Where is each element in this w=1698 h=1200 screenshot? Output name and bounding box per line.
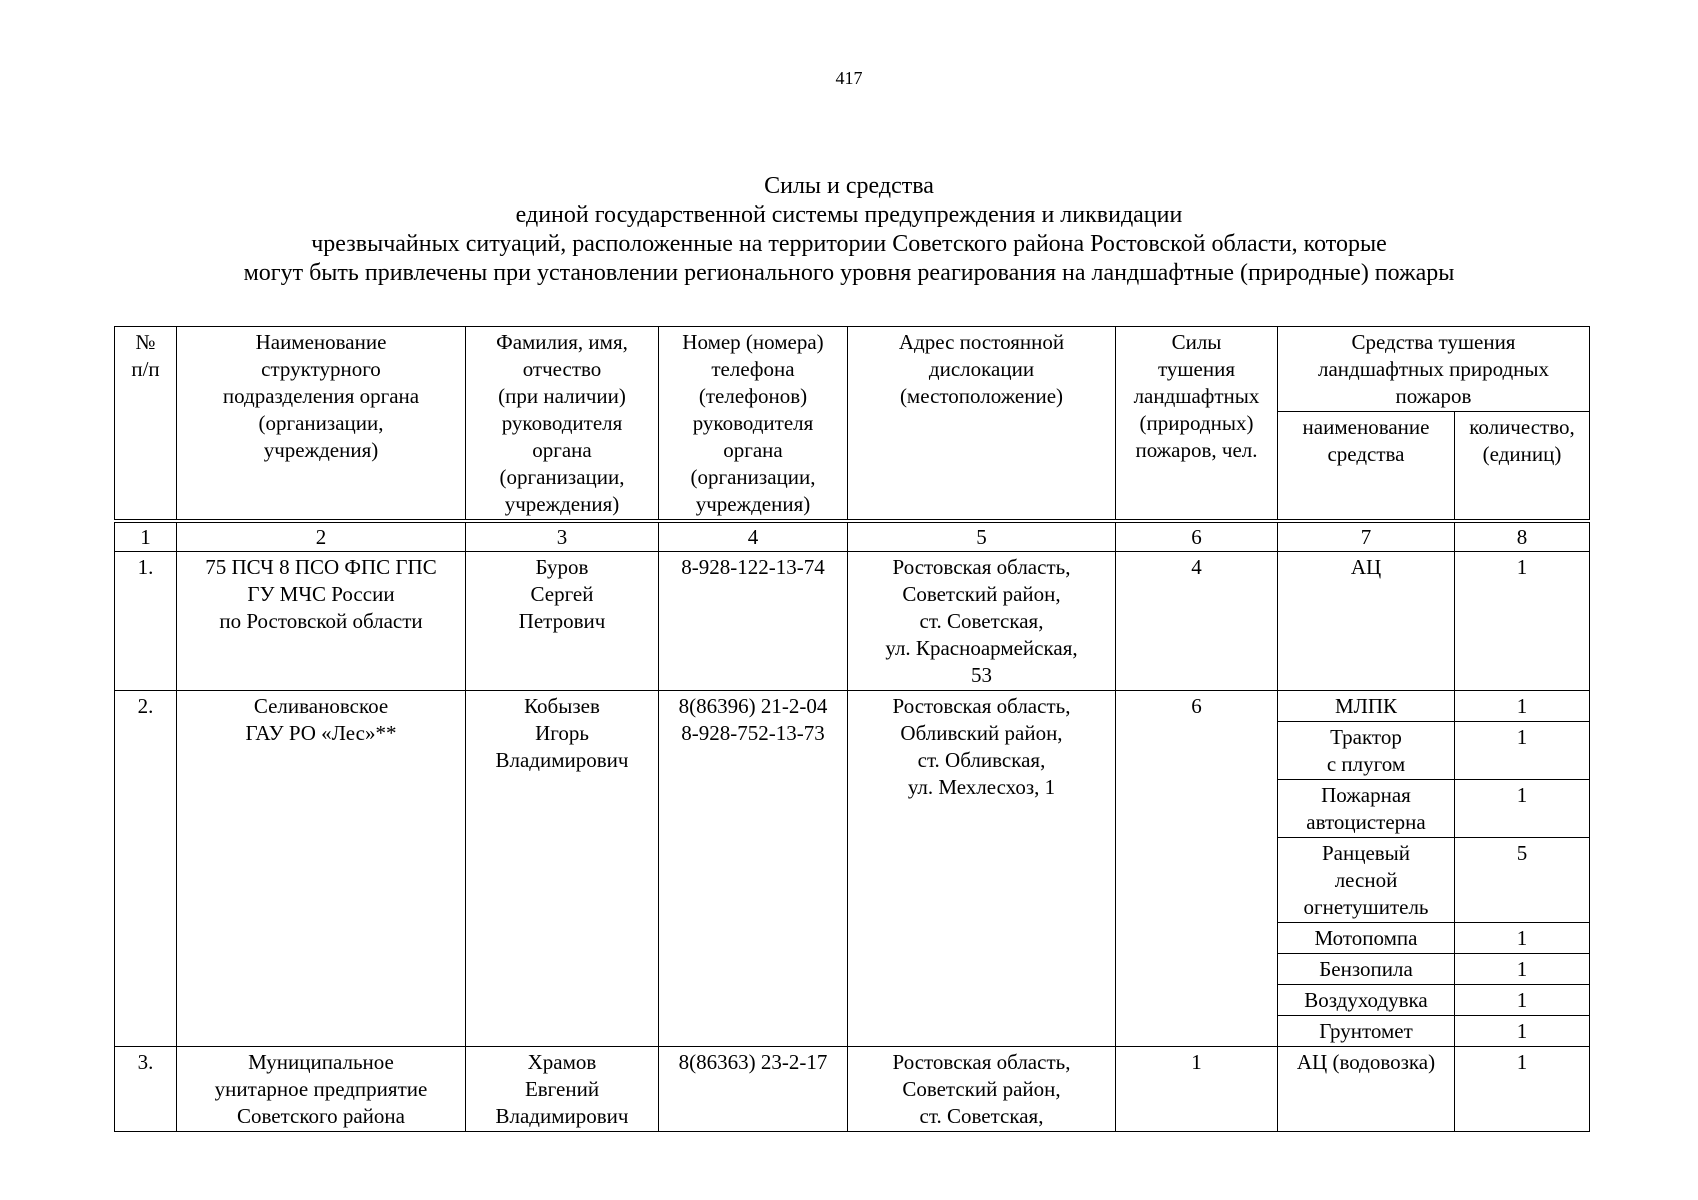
means-qty: 1 [1455, 1047, 1590, 1132]
means-name: АЦ (водовозка) [1278, 1047, 1455, 1132]
address: Ростовская область, Советский район, ст. Советская, ул. Красноармейская, 53 [848, 552, 1116, 691]
forces-count: 1 [1116, 1047, 1278, 1132]
head-name: Кобызев Игорь Владимирович [466, 691, 659, 1047]
means-qty: 5 [1455, 838, 1590, 923]
forces-count: 6 [1116, 691, 1278, 1047]
header-cell: количество, (единиц) [1455, 412, 1590, 522]
header-cell: Номер (номера) телефона (телефонов) руководителя органа (организации, учреждения) [659, 327, 848, 522]
means-qty: 1 [1455, 691, 1590, 722]
means-name: Грунтомет [1278, 1016, 1455, 1047]
row-number: 2. [115, 691, 177, 1047]
table-row [115, 552, 1590, 691]
column-number: 2 [177, 521, 466, 552]
means-name: Воздуходувка [1278, 985, 1455, 1016]
phone: 8(86396) 21-2-04 8-928-752-13-73 [659, 691, 848, 1047]
row-number: 1. [115, 552, 177, 691]
table-header-row [115, 327, 1590, 412]
title-line: могут быть привлечены при установлении регионального уровня реагирования на ландшафтные (природные) пожары [243, 260, 1455, 286]
title-line: единой государственной системы предупреждения и ликвидации [515, 202, 1183, 228]
header-cell: № п/п [115, 327, 177, 522]
column-number: 5 [848, 521, 1116, 552]
address: Ростовская область, Советский район, ст. Советская, [848, 1047, 1116, 1132]
org-name: Муниципальное унитарное предприятие Советского района [177, 1047, 466, 1132]
column-number: 7 [1278, 521, 1455, 552]
phone: 8-928-122-13-74 [659, 552, 848, 691]
address: Ростовская область, Обливский район, ст. Обливская, ул. Мехлесхоз, 1 [848, 691, 1116, 1047]
column-number: 4 [659, 521, 848, 552]
means-qty: 1 [1455, 780, 1590, 838]
column-number: 3 [466, 521, 659, 552]
page-number: 417 [835, 68, 863, 88]
column-number: 8 [1455, 521, 1590, 552]
row-number: 3. [115, 1047, 177, 1132]
title-line: чрезвычайных ситуаций, расположенные на территории Советского района Ростовской области, которые [311, 231, 1387, 257]
means-name: МЛПК [1278, 691, 1455, 722]
head-name: Храмов Евгений Владимирович [466, 1047, 659, 1132]
column-number-row [115, 521, 1590, 552]
means-name: Пожарная автоцистерна [1278, 780, 1455, 838]
phone: 8(86363) 23-2-17 [659, 1047, 848, 1132]
org-name: 75 ПСЧ 8 ПСО ФПС ГПС ГУ МЧС России по Ростовской области [177, 552, 466, 691]
means-name: Ранцевый лесной огнетушитель [1278, 838, 1455, 923]
table-row [115, 1047, 1590, 1132]
means-qty: 1 [1455, 1016, 1590, 1047]
title-line: Силы и средства [764, 173, 934, 199]
means-qty: 1 [1455, 722, 1590, 780]
means-qty: 1 [1455, 954, 1590, 985]
header-cell: Средства тушения ландшафтных природных пожаров [1278, 327, 1590, 412]
header-cell: Наименование структурного подразделения органа (организации, учреждения) [177, 327, 466, 522]
means-qty: 1 [1455, 923, 1590, 954]
means-qty: 1 [1455, 552, 1590, 691]
means-qty: 1 [1455, 985, 1590, 1016]
header-cell: Фамилия, имя, отчество (при наличии) руководителя органа (организации, учреждения) [466, 327, 659, 522]
header-cell: Силы тушения ландшафтных (природных) пожаров, чел. [1116, 327, 1278, 522]
org-name: Селивановское ГАУ РО «Лес»** [177, 691, 466, 1047]
means-name: Бензопила [1278, 954, 1455, 985]
header-cell: Адрес постоянной дислокации (местоположение) [848, 327, 1116, 522]
document-title [0, 172, 1698, 288]
means-name: АЦ [1278, 552, 1455, 691]
means-name: Трактор с плугом [1278, 722, 1455, 780]
column-number: 1 [115, 521, 177, 552]
means-name: Мотопомпа [1278, 923, 1455, 954]
table-row [115, 691, 1590, 722]
head-name: Буров Сергей Петрович [466, 552, 659, 691]
forces-table [114, 326, 1590, 1132]
header-cell: наименование средства [1278, 412, 1455, 522]
forces-count: 4 [1116, 552, 1278, 691]
column-number: 6 [1116, 521, 1278, 552]
